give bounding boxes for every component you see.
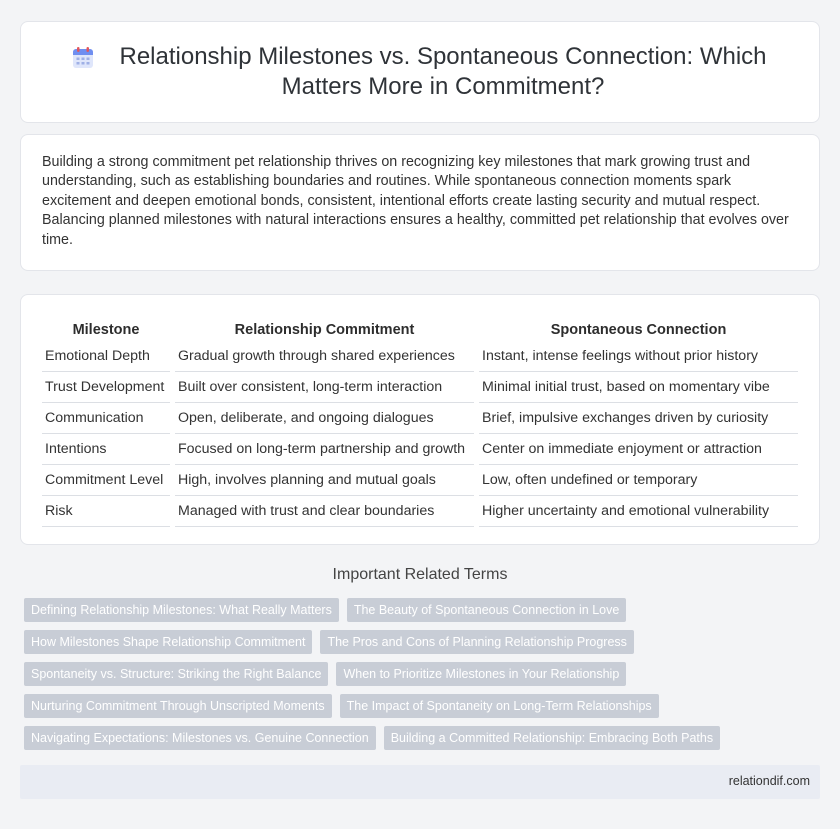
related-term-link[interactable]: Nurturing Commitment Through Unscripted Moments [24, 694, 332, 718]
intro-card [20, 134, 820, 271]
page-title: Relationship Milestones vs. Spontaneous Connection: Which Matters More in Commitment? [119, 43, 767, 100]
table-cell: Higher uncertainty and emotional vulnerability [479, 496, 798, 527]
column-header-milestone: Milestone [72, 322, 140, 338]
table-cell: Commitment Level [42, 465, 170, 496]
related-term-link[interactable]: Navigating Expectations: Milestones vs. Genuine Connection [24, 726, 376, 750]
table-cell: Managed with trust and clear boundaries [175, 496, 474, 527]
calendar-icon [71, 46, 95, 70]
related-term-link[interactable]: Defining Relationship Milestones: What Really Matters [24, 598, 339, 622]
related-term-link[interactable]: The Pros and Cons of Planning Relationship Progress [320, 630, 633, 654]
related-term-link[interactable]: Building a Committed Relationship: Embracing Both Paths [384, 726, 720, 750]
table-header-row [42, 315, 798, 341]
table-cell: Minimal initial trust, based on momentary vibe [479, 372, 798, 403]
table-cell: Brief, impulsive exchanges driven by curiosity [479, 403, 798, 434]
related-terms-list [24, 598, 784, 750]
column-header-spontaneous-connection: Spontaneous Connection [550, 322, 727, 338]
related-term-link[interactable]: The Beauty of Spontaneous Connection in Love [347, 598, 626, 622]
related-term-link[interactable]: When to Prioritize Milestones in Your Relationship [336, 662, 626, 686]
table-cell: High, involves planning and mutual goals [175, 465, 474, 496]
footer [20, 765, 820, 799]
table-row [42, 496, 798, 527]
intro-paragraph: Building a strong commitment pet relationship thrives on recognizing key milestones that mark growing trust and understanding, such as establishing boundaries and routines. While spontaneous connection moments spark excitement and deepen emotional bonds, consistent, intentional efforts create lasting security and mutual respect. Balancing planned milestones with natural interactions ensures a healthy, committed pet relationship that evolves over time. [42, 154, 789, 248]
related-term-link[interactable]: Spontaneity vs. Structure: Striking the Right Balance [24, 662, 328, 686]
table-cell: Intentions [42, 434, 170, 465]
table-cell: Open, deliberate, and ongoing dialogues [175, 403, 474, 434]
table-cell: Risk [42, 496, 170, 527]
table-row [42, 372, 798, 403]
comparison-table-card [20, 294, 820, 545]
table-row [42, 403, 798, 434]
column-header-relationship-commitment: Relationship Commitment [234, 322, 415, 338]
related-terms-title: Important Related Terms [332, 566, 508, 583]
table-row [42, 434, 798, 465]
table-cell: Gradual growth through shared experiences [175, 341, 474, 372]
table-cell: Trust Development [42, 372, 170, 403]
related-term-link[interactable]: How Milestones Shape Relationship Commitment [24, 630, 312, 654]
header-card [20, 21, 820, 123]
table-cell: Communication [42, 403, 170, 434]
table-cell: Center on immediate enjoyment or attraction [479, 434, 798, 465]
related-term-link[interactable]: The Impact of Spontaneity on Long-Term Relationships [340, 694, 659, 718]
table-cell: Low, often undefined or temporary [479, 465, 798, 496]
table-cell: Focused on long-term partnership and growth [175, 434, 474, 465]
table-cell: Built over consistent, long-term interaction [175, 372, 474, 403]
table-row [42, 341, 798, 372]
table-cell: Instant, intense feelings without prior history [479, 341, 798, 372]
table-row [42, 465, 798, 496]
table-cell: Emotional Depth [42, 341, 170, 372]
footer-domain[interactable]: relationdif.com [728, 774, 810, 788]
comparison-table [37, 315, 803, 527]
